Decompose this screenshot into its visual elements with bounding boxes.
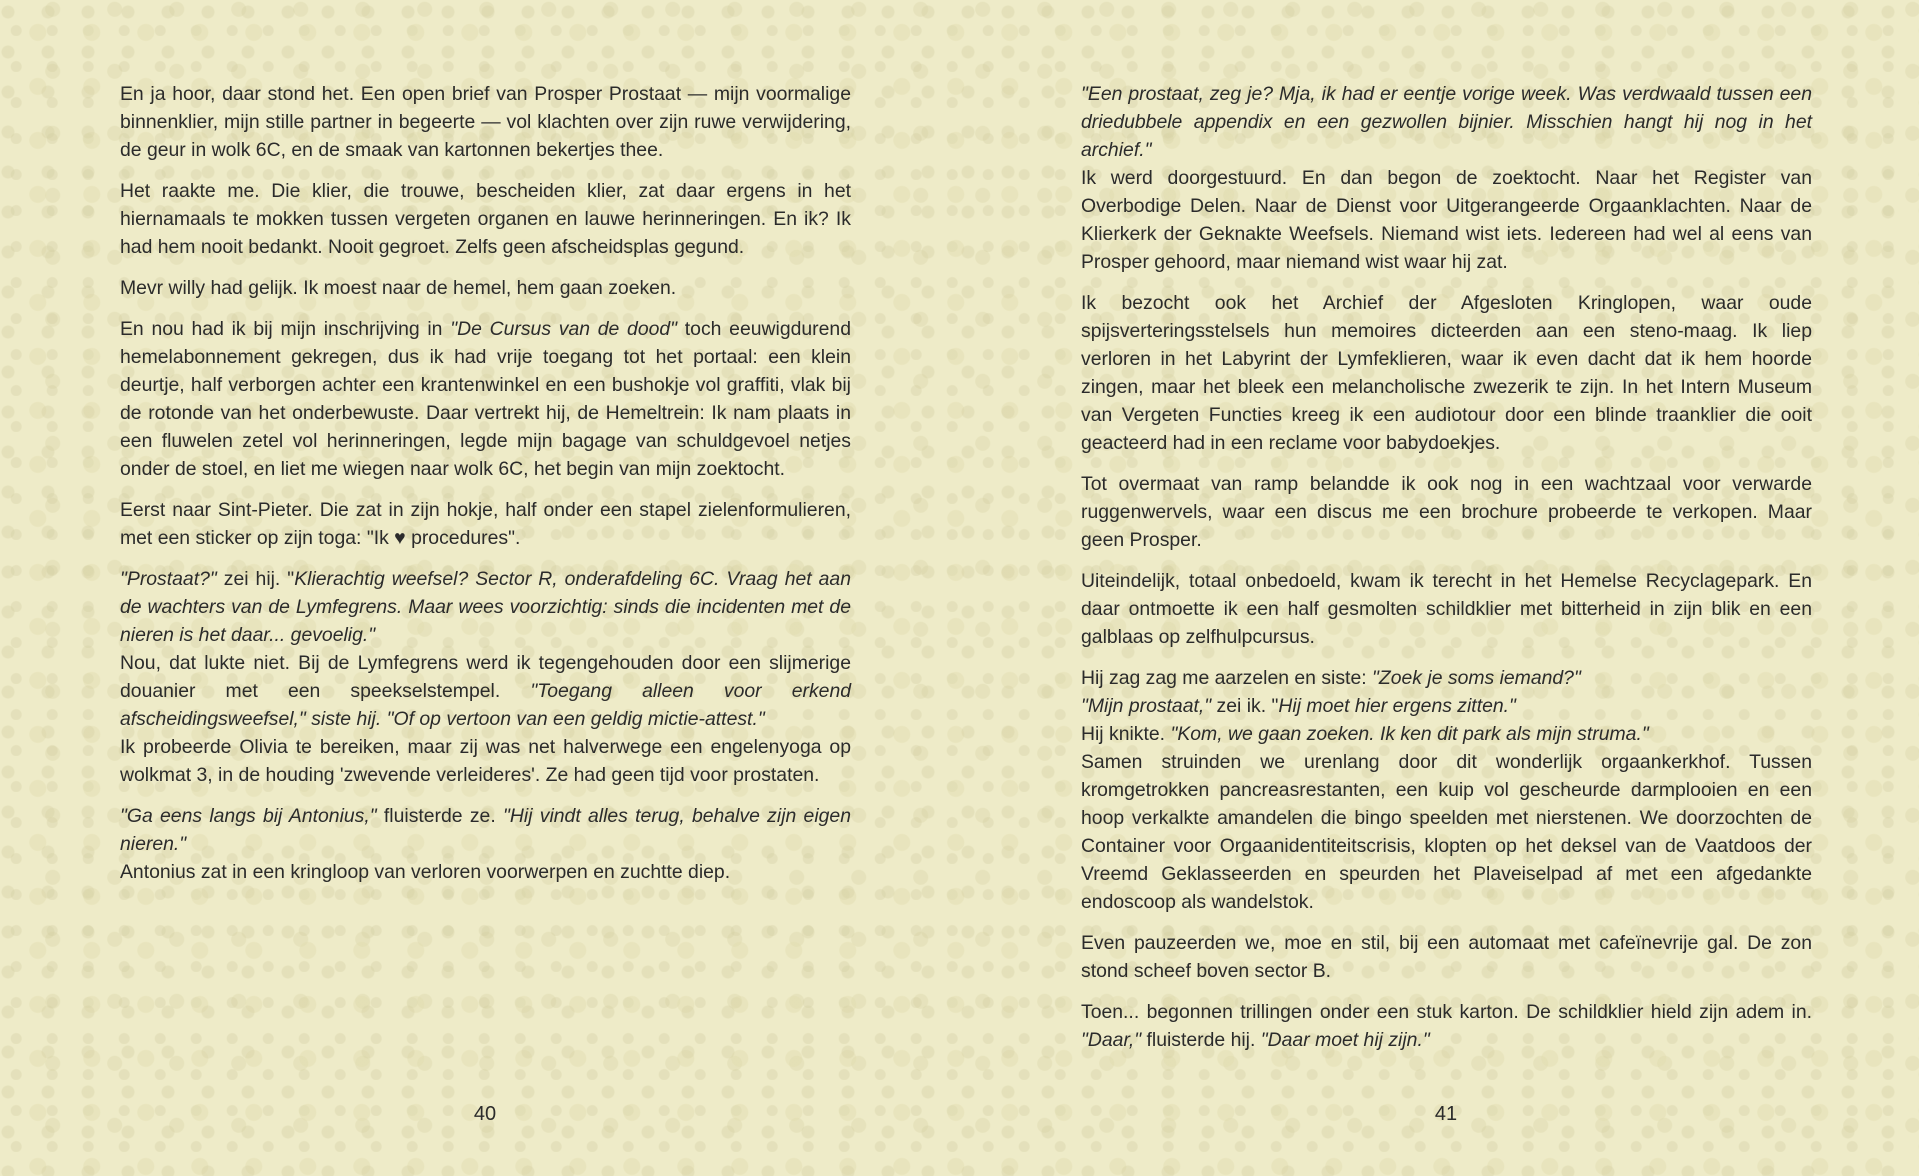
italic-text-run: "Daar moet hij zijn." <box>1260 1029 1430 1051</box>
italic-text-run: "Prostaat?" <box>120 568 217 590</box>
page-number-right: 41 <box>1434 1103 1458 1125</box>
paragraph <box>120 80 851 164</box>
text-run: Toen... begonnen trillingen onder een stuk karton. De schildklier hield zijn adem in. <box>1081 1001 1812 1023</box>
text-run: Ik bezocht ook het Archief der Afgesloten Kringlopen, waar oude spijsverteringsstelsels hun memoires dicteerden aan een steno-maag. Ik liep verloren in het Labyrint der Lymfeklieren, waar ik even dacht dat ik hem hoorde zingen, maar het bleek een melancholische zwezerik te zijn. In het Intern Museum van Vergeten Functies kreeg ik een audiotour door een blinde traanklier die ooit geacteerd had in een reclame voor babydoekjes. <box>1081 292 1812 454</box>
text-run: fluisterde ze. <box>376 805 503 827</box>
paragraph <box>1081 929 1812 985</box>
italic-text-run: "Kom, we gaan zoeken. Ik ken dit park als mijn struma." <box>1170 723 1649 745</box>
text-run: Samen struinden we urenlang door dit wonderlijk orgaankerkhof. Tussen kromgetrokken pancreasrestanten, een kuip vol gescheurde darmplooien en een hoop verkalkte amandelen die bingo speelden met nierstenen. We doorzochten de Container voor Orgaanidentiteitscrisis, klopten op het deksel van de Vaatdoos der Vreemd Geklasseerden en speurden het Plaveiselpad af met een afgedankte endoscoop als wandelstok. <box>1081 751 1812 913</box>
text-run: Mevr willy had gelijk. Ik moest naar de hemel, hem gaan zoeken. <box>120 277 677 299</box>
text-run: En nou had ik bij mijn inschrijving in <box>120 318 451 340</box>
text-run: zei ik. " <box>1211 695 1279 717</box>
paragraph <box>120 177 851 261</box>
page-number-left: 40 <box>473 1103 497 1125</box>
paragraph <box>1081 998 1812 1054</box>
italic-text-run: "Toegang alleen voor erkend afscheidingsweefsel," siste hij. "Of op vertoon van een geldig mictie-attest." <box>120 680 852 730</box>
text-run: Hij knikte. <box>1081 723 1171 745</box>
paragraph <box>1081 289 1812 457</box>
italic-text-run: Hij moet hier ergens zitten." <box>1278 695 1516 717</box>
text-run: toch eeuwigdurend hemelabonnement gekregen, dus ik had vrije toegang tot het portaal: een klein deurtje, half verborgen achter een krantenwinkel en een bushokje vol graffiti, vlak bij de rotonde van het onderbewuste. Daar vertrekt hij, de Hemeltrein: Ik nam plaats in een fluwelen zetel vol herinneringen, legde mijn bagage van schuldgevoel netjes onder de stoel, en liet me wiegen naar wolk 6C, het begin van mijn zoektocht. <box>120 318 851 480</box>
italic-text-run: "De Cursus van de dood" <box>450 318 678 340</box>
text-run: Nou, dat lukte niet. Bij de Lymfegrens werd ik tegengehouden door een slijmerige douanier met een speekselstempel. <box>120 652 851 702</box>
text-run: Tot overmaat van ramp belandde ik ook nog in een wachtzaal voor verwarde ruggenwervels, waar een discus me een brochure probeerde te verkopen. Maar geen Prosper. <box>1081 473 1812 551</box>
paragraph <box>120 565 851 789</box>
italic-text-run: "Mijn prostaat," <box>1081 695 1212 717</box>
text-run: fluisterde hij. <box>1141 1029 1261 1051</box>
paragraph <box>120 496 851 552</box>
italic-text-run: "Ga eens langs bij Antonius," <box>120 805 377 827</box>
paragraph <box>1081 664 1812 916</box>
right-page <box>960 0 1919 1176</box>
paragraph <box>1081 80 1812 276</box>
italic-text-run: "Zoek je soms iemand?" <box>1372 667 1581 689</box>
text-run: Het raakte me. Die klier, die trouwe, bescheiden klier, zat daar ergens in het hiernamaals te mokken tussen vergeten organen en lauwe herinneringen. En ik? Ik had hem nooit bedankt. Nooit gegroet. Zelfs geen afscheidsplas gegund. <box>120 180 851 258</box>
text-run: Ik probeerde Olivia te bereiken, maar zij was net halverwege een engelenyoga op wolkmat 3, in de houding 'zwevende verleideres'. Ze had geen tijd voor prostaten. <box>120 736 851 786</box>
paragraph <box>120 315 851 483</box>
italic-text-run: "Een prostaat, zeg je? Mja, ik had er eentje vorige week. Was verdwaald tussen een driedubbele appendix en een gezwollen bijnier. Misschien hangt hij nog in het archief." <box>1081 83 1812 161</box>
text-run: Even pauzeerden we, moe en stil, bij een automaat met cafeïnevrije gal. De zon stond scheef boven sector B. <box>1081 932 1812 982</box>
paragraph <box>1081 470 1812 554</box>
italic-text-run: Klierachtig weefsel? Sector R, onderafdeling 6C. Vraag het aan de wachters van de Lymfegrens. Maar wees voorzichtig: sinds die incidenten met de nieren is het daar... gevoelig." <box>120 568 851 646</box>
text-run: En ja hoor, daar stond het. Een open brief van Prosper Prostaat — mijn voormalige binnenklier, mijn stille partner in begeerte — vol klachten over zijn ruwe verwijdering, de geur in wolk 6C, en de smaak van kartonnen bekertjes thee. <box>120 83 851 161</box>
text-run: Ik werd doorgestuurd. En dan begon de zoektocht. Naar het Register van Overbodige Delen. Naar de Dienst voor Uitgerangeerde Orgaanklachten. Naar de Klierkerk der Geknakte Weefsels. Niemand wist iets. Iedereen had wel al eens van Prosper gehoord, maar niemand wist waar hij zat. <box>1081 167 1812 273</box>
paragraph <box>120 802 851 886</box>
left-page-text <box>120 80 851 899</box>
right-page-text <box>1081 80 1812 1067</box>
text-run: Hij zag zag me aarzelen en siste: <box>1081 667 1373 689</box>
italic-text-run: "Hij vindt alles terug, behalve zijn eigen nieren." <box>120 805 851 855</box>
paragraph <box>1081 567 1812 651</box>
text-run: Eerst naar Sint-Pieter. Die zat in zijn hokje, half onder een stapel zielenformulieren, met een sticker op zijn toga: "Ik ♥ procedures". <box>120 499 851 549</box>
italic-text-run: "Daar," <box>1081 1029 1142 1051</box>
paragraph <box>120 274 851 302</box>
text-run: zei hij. " <box>216 568 295 590</box>
text-run: Uiteindelijk, totaal onbedoeld, kwam ik terecht in het Hemelse Recyclagepark. En daar ontmoette ik een half gesmolten schildklier met bitterheid in zijn blik en een galblaas op zelfhulpcursus. <box>1081 570 1812 648</box>
text-run: Antonius zat in een kringloop van verloren voorwerpen en zuchtte diep. <box>120 861 731 883</box>
